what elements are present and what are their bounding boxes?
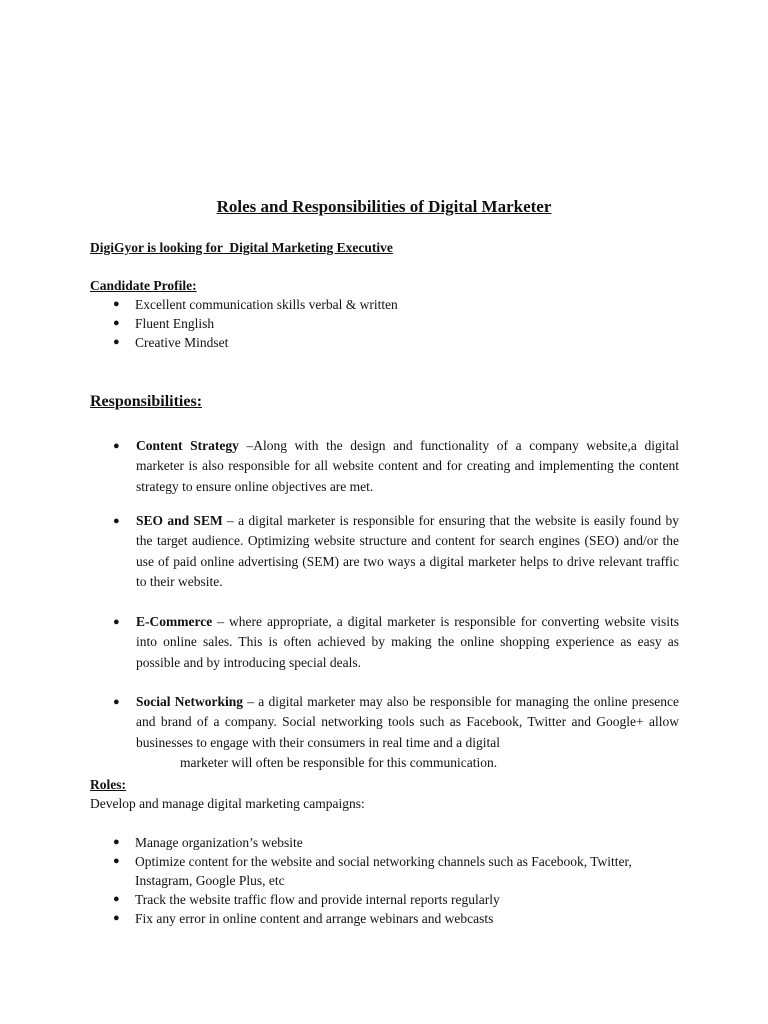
list-item: ● Creative Mindset bbox=[113, 335, 229, 350]
responsibility-term: Content Strategy bbox=[136, 438, 239, 453]
bullet-icon: ● bbox=[113, 893, 120, 905]
responsibility-item-ecommerce bbox=[113, 612, 679, 673]
list-item: ● Fix any error in online content and arrange webinars and webcasts bbox=[113, 911, 494, 926]
responsibility-text: – a digital marketer may also be responsible for managing the online presence and brand of a company. Social networking tools such as Facebook, Twitter and Google+ allow businesses to engage with their consumers in real time and a digital bbox=[136, 694, 680, 750]
document-title: Roles and Responsibilities of Digital Marketer bbox=[216, 197, 552, 216]
responsibility-term: E-Commerce bbox=[136, 614, 213, 629]
roles-heading: Roles: bbox=[90, 777, 126, 792]
bullet-icon: ● bbox=[113, 515, 120, 527]
responsibility-item-seo-sem bbox=[113, 511, 679, 593]
responsibility-item-social-networking bbox=[113, 692, 679, 774]
bullet-icon: ● bbox=[113, 440, 120, 452]
bullet-icon: ● bbox=[113, 336, 120, 348]
list-item: ● Track the website traffic flow and provide internal reports regularly bbox=[113, 892, 500, 907]
bullet-icon: ● bbox=[113, 912, 120, 924]
list-item: ● Manage organization’s website bbox=[113, 835, 303, 850]
candidate-profile-list bbox=[113, 295, 398, 352]
bullet-icon: ● bbox=[113, 855, 120, 867]
job-subtitle: DigiGyor is looking for Digital Marketing Executive bbox=[90, 240, 393, 255]
candidate-profile-heading: Candidate Profile: bbox=[90, 278, 197, 293]
responsibility-term: SEO and SEM bbox=[136, 513, 223, 528]
responsibility-text: –Along with the design and functionality of a company website,a digital marketer is also responsible for all website content and for creating and implementing the content strategy to ensure online objectives are met. bbox=[136, 438, 679, 494]
bullet-icon: ● bbox=[113, 836, 120, 848]
bullet-icon: ● bbox=[113, 616, 120, 628]
bullet-icon: ● bbox=[113, 298, 120, 310]
roles-list bbox=[113, 833, 673, 928]
responsibility-text: – where appropriate, a digital marketer is responsible for converting website visits into online sales. This is often achieved by making the online shopping experience as easy as possible and by introducing special deals. bbox=[136, 614, 679, 670]
list-item: ● Optimize content for the website and social networking channels such as Facebook, Twitter, Instagram, Google Plus, etc bbox=[113, 854, 632, 888]
bullet-icon: ● bbox=[113, 696, 120, 708]
responsibility-text: – a digital marketer is responsible for ensuring that the website is easily found by the target audience. Optimizing website structure and content for search engines (SEO) and/or the use of paid online advertising (SEM) are two ways a digital marketer helps to drive relevant traffic to their website. bbox=[136, 513, 679, 590]
responsibilities-heading: Responsibilities: bbox=[90, 393, 203, 410]
list-item: ● Excellent communication skills verbal & written bbox=[113, 297, 398, 312]
responsibility-item-content-strategy bbox=[113, 436, 679, 497]
responsibility-term: Social Networking bbox=[136, 694, 243, 709]
list-item: ● Fluent English bbox=[113, 316, 215, 331]
responsibility-text-last-line: marketer will often be responsible for this communication. bbox=[180, 755, 498, 771]
bullet-icon: ● bbox=[113, 317, 120, 329]
roles-intro: Develop and manage digital marketing campaigns: bbox=[90, 796, 365, 811]
